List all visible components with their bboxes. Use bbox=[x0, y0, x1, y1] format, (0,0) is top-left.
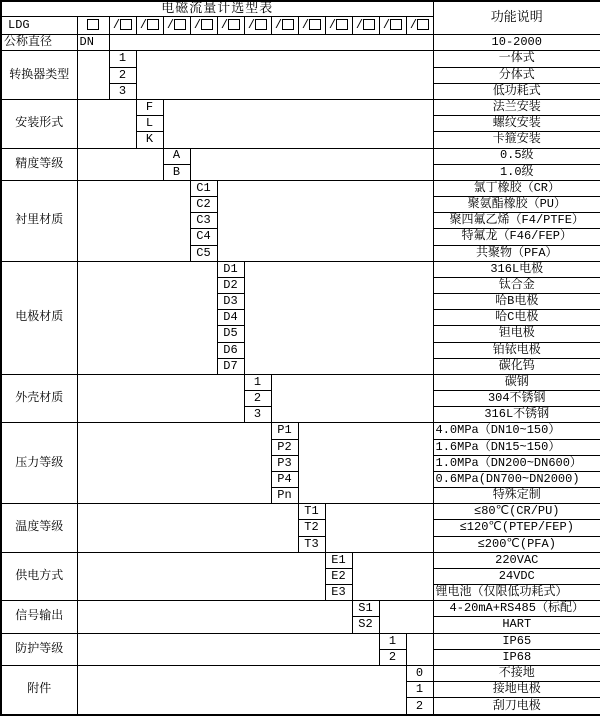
code-cell: 3 bbox=[244, 407, 271, 423]
code-cell: 2 bbox=[109, 67, 136, 83]
filler-cell bbox=[77, 180, 190, 261]
code-cell: D7 bbox=[217, 358, 244, 374]
code-cell: 1 bbox=[379, 633, 406, 649]
checkbox-icon bbox=[363, 19, 375, 30]
checkbox-icon bbox=[228, 19, 240, 30]
slash-separator: / bbox=[355, 17, 364, 32]
code-cell: 2 bbox=[379, 649, 406, 665]
code-cell: 1 bbox=[109, 51, 136, 67]
slash-separator: / bbox=[382, 17, 391, 32]
model-prefix: LDG bbox=[1, 17, 77, 35]
model-code-box-cell bbox=[163, 17, 190, 35]
desc-cell: 铂铱电极 bbox=[433, 342, 600, 358]
code-cell: P4 bbox=[271, 471, 298, 487]
desc-cell: 钛合金 bbox=[433, 277, 600, 293]
code-cell: D1 bbox=[217, 261, 244, 277]
desc-cell: 碳钢 bbox=[433, 374, 600, 390]
desc-cell: 聚氨酯橡胶（PU） bbox=[433, 197, 600, 213]
code-cell: C1 bbox=[190, 180, 217, 196]
desc-cell: 聚四氟乙烯（F4/PTFE） bbox=[433, 213, 600, 229]
desc-cell: 316L不锈钢 bbox=[433, 407, 600, 423]
desc-cell: 共聚物（PFA） bbox=[433, 245, 600, 261]
code-cell: Pn bbox=[271, 488, 298, 504]
filler-cell bbox=[109, 35, 433, 51]
model-code-box-cell bbox=[77, 17, 109, 35]
section-label: 精度等级 bbox=[1, 148, 77, 180]
section-label: 公称直径 bbox=[1, 35, 77, 51]
desc-cell: 1.6MPa（DN15~150） bbox=[433, 439, 600, 455]
section-label: 外壳材质 bbox=[1, 374, 77, 423]
filler-cell bbox=[77, 552, 325, 601]
filler-cell bbox=[136, 51, 433, 100]
function-column-header: 功能说明 bbox=[433, 1, 600, 35]
section-label: 压力等级 bbox=[1, 423, 77, 504]
code-cell: A bbox=[163, 148, 190, 164]
desc-cell: 316L电极 bbox=[433, 261, 600, 277]
slash-separator: / bbox=[220, 17, 229, 32]
desc-cell: 螺纹安装 bbox=[433, 116, 600, 132]
desc-cell: 1.0级 bbox=[433, 164, 600, 180]
model-code-box-cell bbox=[190, 17, 217, 35]
desc-cell: HART bbox=[433, 617, 600, 633]
filler-cell bbox=[163, 99, 433, 148]
section-label: 附件 bbox=[1, 666, 77, 716]
desc-cell: 1.0MPa（DN200~DN600） bbox=[433, 455, 600, 471]
code-cell: T3 bbox=[298, 536, 325, 552]
model-code-box-cell bbox=[217, 17, 244, 35]
slash-separator: / bbox=[193, 17, 202, 32]
code-cell: D4 bbox=[217, 310, 244, 326]
model-code-box-cell bbox=[325, 17, 352, 35]
filler-cell bbox=[379, 601, 433, 633]
desc-cell: ≤80℃(CR/PU) bbox=[433, 504, 600, 520]
filler-cell bbox=[406, 633, 433, 665]
code-cell: P3 bbox=[271, 455, 298, 471]
code-cell: 1 bbox=[244, 374, 271, 390]
filler-cell bbox=[77, 601, 352, 633]
section-label: 供电方式 bbox=[1, 552, 77, 601]
desc-cell: 0.5级 bbox=[433, 148, 600, 164]
code-cell: E1 bbox=[325, 552, 352, 568]
model-code-box-cell bbox=[271, 17, 298, 35]
desc-cell: 0.6MPa(DN700~DN2000) bbox=[433, 471, 600, 487]
desc-cell: 法兰安装 bbox=[433, 99, 600, 115]
code-cell: C3 bbox=[190, 213, 217, 229]
filler-cell bbox=[244, 261, 433, 374]
code-cell: 0 bbox=[406, 666, 433, 682]
code-cell: T1 bbox=[298, 504, 325, 520]
filler-cell bbox=[77, 504, 298, 553]
code-cell: C5 bbox=[190, 245, 217, 261]
model-code-box-cell bbox=[109, 17, 136, 35]
checkbox-icon bbox=[147, 19, 159, 30]
desc-cell: ≤120℃(PTEP/FEP) bbox=[433, 520, 600, 536]
desc-cell: IP68 bbox=[433, 649, 600, 665]
desc-cell: 220VAC bbox=[433, 552, 600, 568]
code-cell: 3 bbox=[109, 83, 136, 99]
desc-cell: 4-20mA+RS485（标配） bbox=[433, 601, 600, 617]
desc-cell: 哈B电极 bbox=[433, 294, 600, 310]
desc-cell: 碳化钨 bbox=[433, 358, 600, 374]
checkbox-icon bbox=[390, 19, 402, 30]
checkbox-icon bbox=[87, 19, 99, 30]
filler-cell bbox=[77, 261, 217, 374]
code-cell: F bbox=[136, 99, 163, 115]
checkbox-icon bbox=[336, 19, 348, 30]
filler-cell bbox=[298, 423, 433, 504]
desc-cell: 24VDC bbox=[433, 568, 600, 584]
desc-cell: 氯丁橡胶（CR） bbox=[433, 180, 600, 196]
desc-cell: 特殊定制 bbox=[433, 488, 600, 504]
model-code-box-cell bbox=[298, 17, 325, 35]
code-cell: D6 bbox=[217, 342, 244, 358]
checkbox-icon bbox=[174, 19, 186, 30]
code-cell: B bbox=[163, 164, 190, 180]
desc-cell: 低功耗式 bbox=[433, 83, 600, 99]
filler-cell bbox=[77, 374, 244, 423]
code-cell: 1 bbox=[406, 682, 433, 698]
filler-cell bbox=[271, 374, 433, 423]
section-label: 安装形式 bbox=[1, 99, 77, 148]
slash-separator: / bbox=[247, 17, 256, 32]
checkbox-icon bbox=[282, 19, 294, 30]
desc-cell: ≤200℃(PFA) bbox=[433, 536, 600, 552]
filler-cell bbox=[190, 148, 433, 180]
filler-cell bbox=[77, 423, 271, 504]
code-cell: C2 bbox=[190, 197, 217, 213]
desc-cell: 304不锈钢 bbox=[433, 391, 600, 407]
code-cell: D5 bbox=[217, 326, 244, 342]
filler-cell bbox=[77, 148, 163, 180]
table-title: 电磁流量计选型表 bbox=[1, 1, 433, 17]
code-cell: 2 bbox=[244, 391, 271, 407]
code-cell: DN bbox=[77, 35, 109, 51]
filler-cell bbox=[325, 504, 433, 553]
desc-cell: 特氟龙（F46/FEP） bbox=[433, 229, 600, 245]
code-cell: K bbox=[136, 132, 163, 148]
checkbox-icon bbox=[309, 19, 321, 30]
desc-cell: 一体式 bbox=[433, 51, 600, 67]
desc-cell: 卡箍安装 bbox=[433, 132, 600, 148]
code-cell: E2 bbox=[325, 568, 352, 584]
section-label: 信号输出 bbox=[1, 601, 77, 633]
desc-cell: 锂电池（仅限低功耗式） bbox=[433, 585, 600, 601]
slash-separator: / bbox=[409, 17, 418, 32]
section-label: 温度等级 bbox=[1, 504, 77, 553]
slash-separator: / bbox=[301, 17, 310, 32]
slash-separator: / bbox=[274, 17, 283, 32]
code-cell: L bbox=[136, 116, 163, 132]
slash-separator: / bbox=[166, 17, 175, 32]
desc-cell: 分体式 bbox=[433, 67, 600, 83]
desc-cell: 不接地 bbox=[433, 666, 600, 682]
model-code-box-cell bbox=[136, 17, 163, 35]
desc-cell: 4.0MPa（DN10~150） bbox=[433, 423, 600, 439]
checkbox-icon bbox=[120, 19, 132, 30]
desc-cell: 钽电极 bbox=[433, 326, 600, 342]
checkbox-icon bbox=[417, 19, 429, 30]
code-cell: S2 bbox=[352, 617, 379, 633]
slash-separator: / bbox=[328, 17, 337, 32]
model-code-box-cell bbox=[379, 17, 406, 35]
model-code-box-cell bbox=[352, 17, 379, 35]
desc-cell: 刮刀电极 bbox=[433, 698, 600, 715]
section-label: 电极材质 bbox=[1, 261, 77, 374]
code-cell: 2 bbox=[406, 698, 433, 715]
filler-cell bbox=[77, 666, 406, 716]
code-cell: D3 bbox=[217, 294, 244, 310]
code-cell: C4 bbox=[190, 229, 217, 245]
code-cell: E3 bbox=[325, 585, 352, 601]
code-cell: D2 bbox=[217, 277, 244, 293]
section-label: 转换器类型 bbox=[1, 51, 77, 100]
desc-cell: 10-2000 bbox=[433, 35, 600, 51]
section-label: 衬里材质 bbox=[1, 180, 77, 261]
code-cell: P2 bbox=[271, 439, 298, 455]
desc-cell: IP65 bbox=[433, 633, 600, 649]
slash-separator: / bbox=[139, 17, 148, 32]
filler-cell bbox=[77, 99, 136, 148]
checkbox-icon bbox=[201, 19, 213, 30]
checkbox-icon bbox=[255, 19, 267, 30]
code-cell: T2 bbox=[298, 520, 325, 536]
filler-cell bbox=[77, 633, 379, 665]
code-cell: P1 bbox=[271, 423, 298, 439]
filler-cell bbox=[217, 180, 433, 261]
section-label: 防护等级 bbox=[1, 633, 77, 665]
model-code-box-cell bbox=[244, 17, 271, 35]
slash-separator: / bbox=[112, 17, 121, 32]
desc-cell: 哈C电极 bbox=[433, 310, 600, 326]
filler-cell bbox=[352, 552, 433, 601]
filler-cell bbox=[77, 51, 109, 100]
code-cell: S1 bbox=[352, 601, 379, 617]
model-code-box-cell bbox=[406, 17, 433, 35]
desc-cell: 接地电极 bbox=[433, 682, 600, 698]
